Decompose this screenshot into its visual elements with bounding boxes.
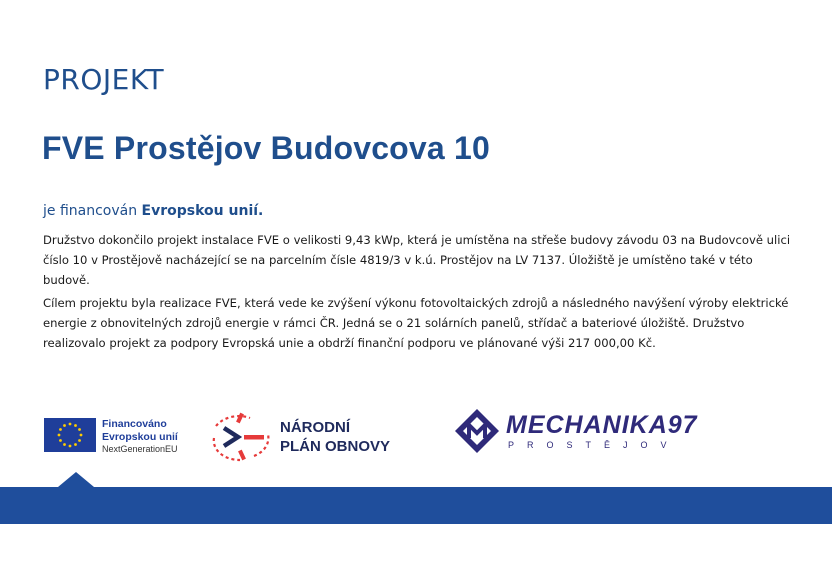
- eu-star-icon: [74, 443, 77, 446]
- page-title: FVE Prostějov Budovcova 10: [42, 130, 491, 166]
- eu-funding-logo: [44, 418, 178, 456]
- eu-star-icon: [78, 439, 81, 442]
- eu-star-icon: [78, 428, 81, 431]
- funding-prefix: je financován: [43, 203, 142, 219]
- npo-logo: [210, 410, 390, 464]
- eu-logo-line3: NextGenerationEU: [102, 444, 178, 454]
- funding-emphasis: Evropskou unií.: [141, 203, 264, 219]
- mechanika-diamond-icon: [454, 408, 500, 454]
- mechanika-logo: [454, 408, 698, 454]
- description-paragraph-2: Cílem projektu byla realizace FVE, která vede ke zvýšení výkonu fotovoltaických zdrojů a následného navýšení výroby elektrické energie z obnovitelných zdrojů energie v rámci ČR. Jedná se o 21 solárních panelů, střídač a bateriové úložiště. Družstvo realizovalo projekt za podpory Evropská unie a obdrží finanční podporu ve plánované výši 217 000,00 Kč.: [43, 296, 789, 350]
- footer-band-tab: [58, 472, 94, 487]
- eu-star-icon: [59, 439, 62, 442]
- eu-star-icon: [80, 434, 83, 437]
- funding-line: [43, 203, 263, 219]
- description-paragraph-1: Družstvo dokončilo projekt instalace FVE o velikosti 9,43 kWp, která je umístěna na střeše budovy závodu 03 na Budovcově ulici číslo 10 v Prostějově nacházející se na parcelním čísle 4819/3 v k.ú. Prostějov na LV 7137. Úložiště je umístěno také v této budově.: [43, 233, 791, 287]
- npo-logo-line1: NÁRODNÍ: [280, 419, 350, 436]
- footer-band: [0, 487, 832, 524]
- eu-star-icon: [63, 424, 66, 427]
- eu-logo-line1: Financováno: [102, 418, 167, 430]
- npo-mark-icon: [210, 410, 272, 464]
- eu-star-icon: [59, 428, 62, 431]
- eu-star-icon: [63, 443, 66, 446]
- eu-logo-line2: Evropskou unií: [102, 430, 178, 443]
- npo-logo-text: [280, 418, 390, 456]
- eu-star-icon: [69, 423, 72, 426]
- page-kicker: PROJEKT: [43, 63, 165, 96]
- mechanika-city: PROSTĚJOV: [508, 440, 680, 450]
- eu-flag-icon: [44, 418, 96, 452]
- eu-logo-text: [102, 418, 178, 456]
- mechanika-name: MECHANIKA97: [506, 411, 698, 439]
- eu-star-icon: [58, 434, 61, 437]
- npo-logo-line2: PLÁN OBNOVY: [280, 438, 391, 455]
- mechanika-words: [506, 412, 698, 450]
- eu-star-icon: [69, 445, 72, 448]
- eu-star-icon: [74, 424, 77, 427]
